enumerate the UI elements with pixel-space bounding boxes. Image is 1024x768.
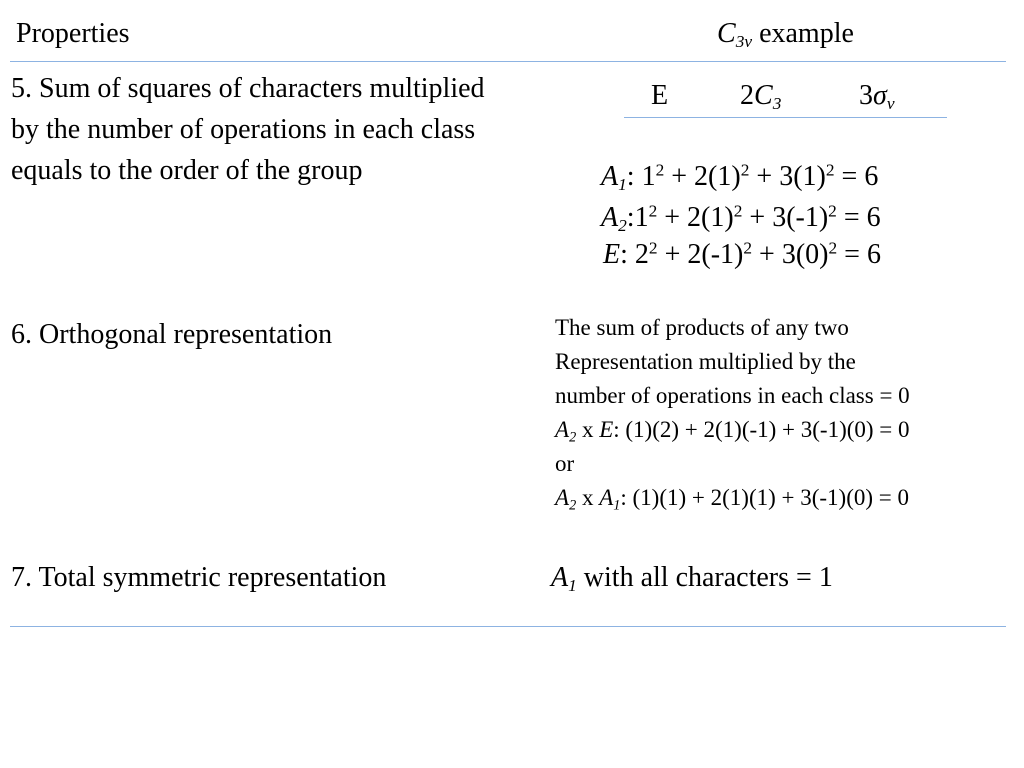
eq-a1-term: + 2(1) <box>664 161 741 192</box>
property-5-line: equals to the order of the group <box>11 155 363 186</box>
equation-a2 <box>601 202 881 234</box>
class-header-3sigma <box>859 80 895 112</box>
eq-e-power: 2 <box>648 238 658 258</box>
orthogonal-description <box>555 311 910 413</box>
property-5-line: 5. Sum of squares of characters multiplied <box>11 73 485 104</box>
ex1-irrep-a-sub: 2 <box>569 429 577 446</box>
property-5-line: by the number of operations in each class <box>11 114 476 145</box>
orthogonal-example-a2-a1 <box>555 481 909 515</box>
header-right-suffix: example <box>752 18 854 49</box>
class-header-2c3 <box>740 80 781 112</box>
eq-a1-term: + 3(1) <box>749 161 826 192</box>
eq-a2-power: 2 <box>648 201 658 221</box>
property-7-statement <box>551 557 833 598</box>
eq-a1-result: = 6 <box>834 161 879 192</box>
eq-a2-result: = 6 <box>836 202 881 233</box>
property-5-text <box>11 68 485 191</box>
property-6-label: 6. Orthogonal representation <box>11 319 333 350</box>
eq-a1-power: 2 <box>825 160 835 180</box>
eq-a2-power: 2 <box>828 201 837 221</box>
irrep-a1-subscript: 1 <box>618 175 627 195</box>
ex2-times: x <box>576 485 600 510</box>
ex2-irrep-a-sub: 2 <box>569 497 577 514</box>
irrep-e-symbol: E <box>603 239 621 270</box>
group-symbol: C <box>717 18 736 49</box>
orthogonal-or: or <box>555 451 575 476</box>
eq-a2-term: + 3(-1) <box>742 202 829 233</box>
eq-a2-term: + 2(1) <box>657 202 734 233</box>
class-c3-subscript: 3 <box>772 94 782 114</box>
ex2-irrep-b-sub: 1 <box>613 497 621 514</box>
ex1-calculation: : (1)(2) + 2(1)(-1) + 3(-1)(0) = 0 <box>613 417 910 442</box>
ex1-times: x <box>576 417 600 442</box>
eq-e-power: 2 <box>743 238 753 258</box>
class-c3-symbol: C <box>754 80 773 111</box>
eq-e-result: = 6 <box>837 239 881 270</box>
eq-e-term: : 2 <box>620 239 649 270</box>
orthogonal-desc-line: Representation multiplied by the <box>555 349 856 374</box>
ex2-calculation: : (1)(1) + 2(1)(1) + 3(-1)(0) = 0 <box>620 485 909 510</box>
ex1-irrep-a: A <box>555 417 570 442</box>
eq-e-term: + 2(-1) <box>657 239 744 270</box>
property-7-rest: with all characters = 1 <box>576 562 833 593</box>
property-7-label: 7. Total symmetric representation <box>11 562 387 593</box>
header-left-title: Properties <box>16 18 130 49</box>
eq-a1-term: : 1 <box>626 161 656 192</box>
ex2-irrep-a: A <box>555 485 570 510</box>
footer-divider <box>10 626 1006 627</box>
sigma-v-symbol: σ <box>873 80 887 111</box>
eq-a1-power: 2 <box>655 160 665 180</box>
irrep-a1-symbol: A <box>601 161 619 192</box>
header-divider <box>10 61 1006 62</box>
orthogonal-desc-line: The sum of products of any two <box>555 315 849 340</box>
eq-a1-power: 2 <box>740 160 750 180</box>
ex2-irrep-b: A <box>599 485 614 510</box>
irrep-a2-symbol: A <box>601 202 619 233</box>
eq-e-power: 2 <box>828 238 838 258</box>
equation-e <box>603 239 881 271</box>
class-sigma-coefficient: 3 <box>859 80 873 111</box>
orthogonal-desc-line: number of operations in each class = 0 <box>555 383 910 408</box>
irrep-a1-subscript: 1 <box>568 576 577 596</box>
irrep-a1-symbol: A <box>551 562 569 593</box>
orthogonal-example-a2-e <box>555 413 910 447</box>
irrep-a2-subscript: 2 <box>618 216 627 236</box>
eq-e-term: + 3(0) <box>752 239 829 270</box>
class-c3-coefficient: 2 <box>740 80 754 111</box>
header-right-title <box>717 18 854 50</box>
eq-a2-term: :1 <box>626 202 649 233</box>
equation-a1 <box>601 161 878 193</box>
class-header-e: E <box>651 80 669 111</box>
class-header-underline <box>624 117 947 118</box>
eq-a2-power: 2 <box>733 201 743 221</box>
group-subscript: 3v <box>735 32 753 52</box>
class-sigma-subscript: v <box>886 94 895 114</box>
ex1-irrep-b: E <box>599 417 614 442</box>
